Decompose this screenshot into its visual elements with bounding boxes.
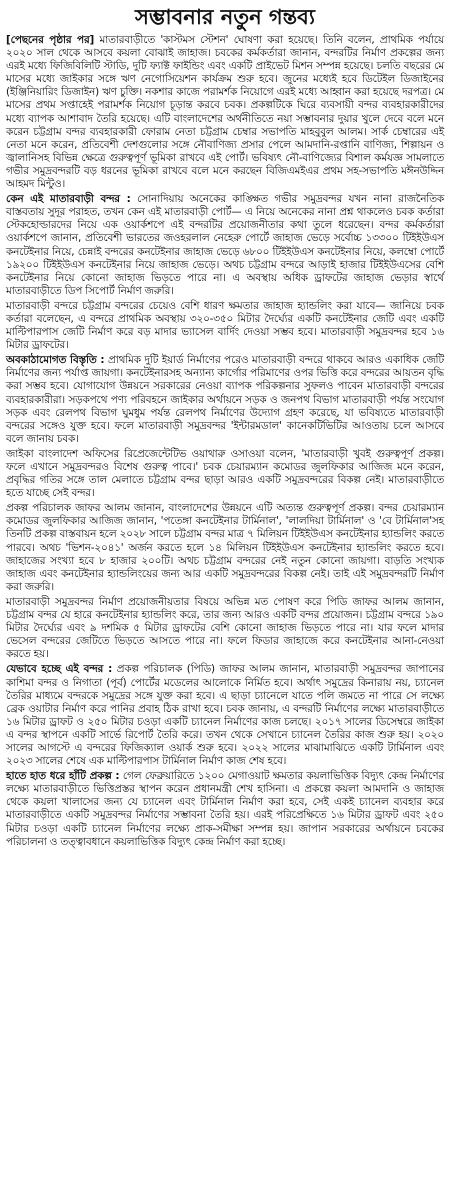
article-paragraph <box>6 663 444 768</box>
paragraph-lead: অবকাঠামোগত বিস্তৃতি : <box>6 354 105 367</box>
paragraph-text: প্রাথমিক দুটি ইয়ার্ড নির্মাণের পরেও মাতারবাড়ী বন্দরে থাকবে আরও একাধিক জেটি নির্মাণের জন্য পর্যাপ্ত জায়গা। কনটেইনারসহ অন্যান্য কার্গোর পরিমাণের ওপর ভিত্তি করে বন্দরের আয়তন বৃদ্ধি করা সম্ভব হবে। যোগাযোগ উন্নয়নে সরকারের নেওয়া ব্যাপক পরিকল্পনার সুফলও পাবেন মাতারবাড়ী বন্দরের ব্যবহারকারীরা। সড়কপথে পণ্য পরিবহনে জাইকার অর্থায়নে সড়ক ও জনপথ বিভাগ মাতারবাড়ী পর্যন্ত সংযোগ সড়ক এবং রেলপথ বিভাগ ঘুমধুম পর্যন্ত রেলপথ নির্মাণের উদ্যোগ গ্রহণ করেছে, যা ভবিষ্যতে মাতারবাড়ী বন্দরের সঙ্গেও যুক্ত হবে। ফলে মাতারবাড়ী সমুদ্রবন্দর 'ইন্টারমডাল' কানেকটিভিটির আওতায় চলে আসবে বলে জানায় চবক। <box>6 354 444 445</box>
paragraph-text: মাতারবাড়ীতে 'কাস্টমস স্টেশন' ঘোষণা করা হয়েছে। তিনি বলেন, প্রাথমিক পর্যায়ে ২০২০ সাল থেকে আসবে কয়লা বোঝাই জাহাজ। চবকের কর্মকর্তারা জানান, বন্দরটির নির্মাণ প্রকল্পের জন্য এরই মধ্যে ফিজিবিলিটি স্টাডি, দুটি ফ্যাক্ট ফাইন্ডিং এবং একটি প্রাইভেট মিশন সম্পন্ন হয়েছে। চলতি বছরের মে মাসের মধ্যে জাইকার সঙ্গে ঋণ নেগোসিয়েশন কার্যক্রম শুরু হবে। জুনের মধ্যেই হবে ডিটেইল ডিজাইনের (ইঞ্জিনিয়ারিং ডিজাইন) ঋণ চুক্তি। নকশার কাজে পরামর্শক নিয়োগে এরই মধ্যে আহ্বান করা হয়েছে দরপত্র। মে মাসের প্রথম সপ্তাহেই পরামর্শক নিয়োগ চূড়ান্ত করবে চবক। প্রকল্পটিকে ঘিরে ব্যবসায়ী বন্দর ব্যবহারকারীদের মধ্যে ব্যাপক আশাবাদ তৈরি হয়েছে। এটি বাংলাদেশের অর্থনীতিতে নয়া সম্ভাবনার দুয়ার খুলে দেবে বলে মনে করেন চট্টগ্রাম বন্দর ব্যবহারকারী ফোরাম নেতা চট্টগ্রাম চেম্বার সভাপতি মাহবুবুল আলম। সার্ক চেম্বারের এই নেতা মনে করেন, প্রতিবেশী দেশগুলোর সঙ্গে নৌবাণিজ্য প্রসার পেলে আমদানি-রপ্তানি বাণিজ্য, শিল্পায়ন ও জ্বালানিসহ বিভিন্ন ক্ষেত্রে গুরুত্বপূর্ণ ভূমিকা রাখবে এই পোর্ট। ভবিষ্যৎ নৌ-বাণিজ্যের বিশাল কর্মযজ্ঞ সামলাতে গভীর সমুদ্রবন্দরটি বড় ধরনের ভূমিকা রাখবে বলে মনে করছেন বিজিএমইএর প্রথম সহ-সভাপতি মঈনউদ্দিন আহমদ মিন্টুও। <box>6 34 445 191</box>
paragraph-lead: [পেছনের পৃষ্ঠার পর] <box>6 34 95 46</box>
article-paragraph <box>6 448 444 500</box>
paragraph-text: সোনাদিয়ায় অনেকের কাঙ্ক্ষিত গভীর সমুদ্রবন্দর যখন নানা রাজনৈতিক বাস্তবতায় সুদূর পরাহত, তখন কেন এই মাতারবাড়ী পোর্ট— এ নিয়ে অনেকের নানা প্রশ্ন থাকলেও চবক কর্তারা স্টেকহোল্ডারদের নিয়ে এক ওয়ার্কশপে এই বন্দরটির প্রয়োজনীতার কথা তুলে ধরেছেন। বন্দর কর্মকর্তারা ওয়ার্কশপে জানান, প্রতিবেশী ভারতের জওহরলাল নেহেরু পোর্টে জাহাজ ভেড়ে সর্বোচ্চ ১৩৩০০ টিইইউএস কনটেইনার নিয়ে, চেন্নাই বন্দরের কনটেইনার জাহাজ ভেড়ে ৬৮০০ টিইইউএস কনটেইনার নিয়ে, কলম্বো পোর্টে ১৯২০০ টিইইউএস কনটেইনার নিয়ে জাহাজ ভেড়ে। অথচ চট্টগ্রাম বন্দরে আড়াই হাজার টিইইউএসের বেশি কনটেইনার নিয়ে কোনো জাহাজ ভিড়তে পারে না। এ অবস্থায় অধিক ড্রাফটের জাহাজ ভেড়ার স্বার্থে মাতারবাড়ীতে ডিপ সিপোর্ট নির্মাণ জরুরি। <box>6 193 445 297</box>
paragraph-text: গেল ফেব্রুয়ারিতে ১২০০ মেগাওয়াট ক্ষমতার কয়লাভিত্তিক বিদ্যুৎ কেন্দ্র নির্মাণের লক্ষ্যে মাতারবাড়ীতে ভিত্তিপ্রস্তর স্থাপন করেন প্রধানমন্ত্রী শেখ হাসিনা। এ প্রকল্পে কয়লা আমদানি ও জাহাজ থেকে কয়লা খালাসের জন্য যে চ্যানেল এবং টার্মিনাল নির্মাণ করা হবে, সেই একই চ্যানেল ব্যবহার করে মাতারবাড়ীতে একটি সমুদ্রবন্দর নির্মাণের সম্ভাবনা তৈরি হয়। এরই পরিপ্রেক্ষিতে ১৬ মিটার ড্রাফট এবং ২৫০ মিটার চওড়া একটি চ্যানেল নির্মাণের লক্ষ্যে প্রাক-সমীক্ষা সম্পন্ন হয়। জাপান সরকারের অর্থায়নে চবকের পরিচালনা ও তত্ত্বাবধানে কয়লাভিত্তিক বিদ্যুৎ কেন্দ্র নির্মাণ করা হচ্ছে। <box>6 770 444 848</box>
article-paragraph <box>6 596 444 661</box>
paragraph-text: প্রকল্প পরিচালক জাফর আলম জানান, বাংলাদেশের উন্নয়নে এটি অত্যন্ত গুরুত্বপূর্ণ প্রকল্প। বন্দর চেয়ারম্যান কমোডর জুলফিকার আজিজ জানান, 'পতেঙ্গা কনটেইনার টার্মিনাল', 'লালদিয়া টার্মিনাল' ও 'বে টার্মিনাল'সহ তিনটি প্রকল্প বাস্তবায়ন হলে ২০২৮ সালে চট্টগ্রাম বন্দর মাত্র ৭ মিলিয়ন টিইইউএস কনটেইনার হ্যান্ডলিং করতে পারবে। অথচ 'ভিশন-২০৪১' অর্জন করতে হলে ১৪ মিলিয়ন টিইইউএস কনটেইনার হ্যান্ডলিং করতে হবে। জাহাজের সংখ্যা হবে ৮ হাজার ২০০টি। অথচ চট্টগ্রাম বন্দরের নেই নতুন কোনো জায়গা। বাড়তি সংখ্যক জাহাজ এবং কনটেইনার হ্যান্ডলিংয়ের জন্য আর একটি সমুদ্রবন্দরের বিকল্প নেই। তাই এই সমুদ্রবন্দরটি নির্মাণ করা জরুরি। <box>6 502 444 593</box>
paragraph-text: মাতারবাড়ী বন্দরে চট্টগ্রাম বন্দরের চেয়েও বেশি ধারণ ক্ষমতার জাহাজ হ্যান্ডলিং করা যাবে— জানিয়ে চবক কর্তারা বলেছেন, এ বন্দরে প্রাথমিক অবস্থায় ৩২০-৩৫০ মিটার দৈর্ঘ্যের একটি কনটেইনার জেটি এবং একটি মাল্টিপারপাস জেটি নির্মাণ করে বড় মাদার ভ্যাসেল বার্দিং দেওয়া সম্ভব হবে। মাতারবাড়ী সমুদ্রবন্দর হবে ১৬ মিটার ড্রাফটের। <box>6 299 444 352</box>
paragraph-lead: কেন এই মাতারবাড়ী বন্দর : <box>6 193 131 206</box>
article-paragraph <box>6 300 444 352</box>
article-paragraph <box>6 502 444 594</box>
paragraph-lead: হাতে হাত ধরে হাঁটি প্রকল্প : <box>6 770 120 783</box>
article-paragraph <box>6 193 444 298</box>
paragraph-text: প্রকল্প পরিচালক (পিডি) জাফর আলম জানান, মাতারবাড়ী সমুদ্রবন্দর জাপানের কাশিমা বন্দর ও নিগাতা (পূর্ব) পোর্টের মডেলের আলোকে নির্মিত হবে। অর্থাৎ সমুদ্রের কিনারায় নয়, চ্যানেল তৈরির মাধ্যমে বন্দরকে সমুদ্রের সঙ্গে যুক্ত করা হবে। এ ছাড়া চ্যানেলে যাতে পলি জমতে না পারে সে লক্ষ্যে ব্রেক ওয়াটার নির্মাণ করে পানির প্রবাহ ঠিক রাখা হবে। চবক জানায়, এ বন্দরটি নির্মাণের লক্ষ্যে মাতারবাড়ীতে ১৬ মিটার ড্রাফট ও ২৫০ মিটার চওড়া একটি চ্যানেল নির্মাণের কাজ চলছে। ২০১৭ সালের ডিসেম্বরে জাইকা এ বন্দর স্থাপনে একটি সার্ভে রিপোর্ট তৈরি করে। তখন থেকে সেখানে চ্যানেল তৈরির কাজ শুরু হয়। ২০২০ সালের আগস্টে এ বন্দরের ফিজিক্যাল ওয়ার্ক শুরু হবে। ২০২২ সালের মাঝামাঝিতে একটি টার্মিনাল এবং ২০২৩ সালের শেষে এক মাল্টিপারপাস টার্মিনাল নির্মাণ কাজ শেষ হবে। <box>6 663 445 768</box>
article-paragraph <box>6 354 444 446</box>
paragraph-text: জাইকা বাংলাদেশ অফিসের রিপ্রেজেন্টেটিভ ওয়াথারু ওসাওয়া বলেন, 'মাতারবাড়ী খুবই গুরুত্বপূর্ণ প্রকল্প। ফলে এখানে সমুদ্রবন্দরও বিশেষ গুরুত্ব পাবে।' চবক চেয়ারম্যান কমোডর জুলফিকার আজিজ মনে করেন, প্রবৃদ্ধির গতির সঙ্গে তাল মেলাতে চট্টগ্রাম বন্দর ছাড়া আরও একটি সমুদ্রবন্দরের বিকল্প নেই। মাতারবাড়ীতে হতে যাচ্ছে সেই বন্দর। <box>6 447 444 500</box>
paragraph-lead: যেভাবে হচ্ছে এই বন্দর : <box>6 663 113 676</box>
article-paragraph <box>6 34 444 191</box>
article-paragraph <box>6 770 444 849</box>
article-headline: সম্ভাবনার নতুন গন্তব্য <box>135 4 315 29</box>
paragraph-text: মাতারবাড়ী সমুদ্রবন্দর নির্মাণ প্রয়োজনীয়তার বিষয়ে অভিন্ন মত পোষণ করে পিডি জাফর আলম জানান, চট্টগ্রাম বন্দর যে হারে কনটেইনার হ্যান্ডলিং করে, তার জন্য আরও একটি বন্দর প্রয়োজন। চট্টগ্রাম বন্দরে ১৯০ মিটার দৈর্ঘ্যের এবং ৯ দশমিক ৫ মিটার ড্রাফটের বেশি কোনো জাহাজ ভিড়তে পারে না। যার ফলে মাদার ভেসেল বন্দরের জেটিতে ভিড়তে আসতে পারে না। ফলে ফিডার জাহাজে করে কনটেইনার আনা-নেওয়া করতে হয়। <box>6 595 444 661</box>
article-body <box>6 34 444 849</box>
